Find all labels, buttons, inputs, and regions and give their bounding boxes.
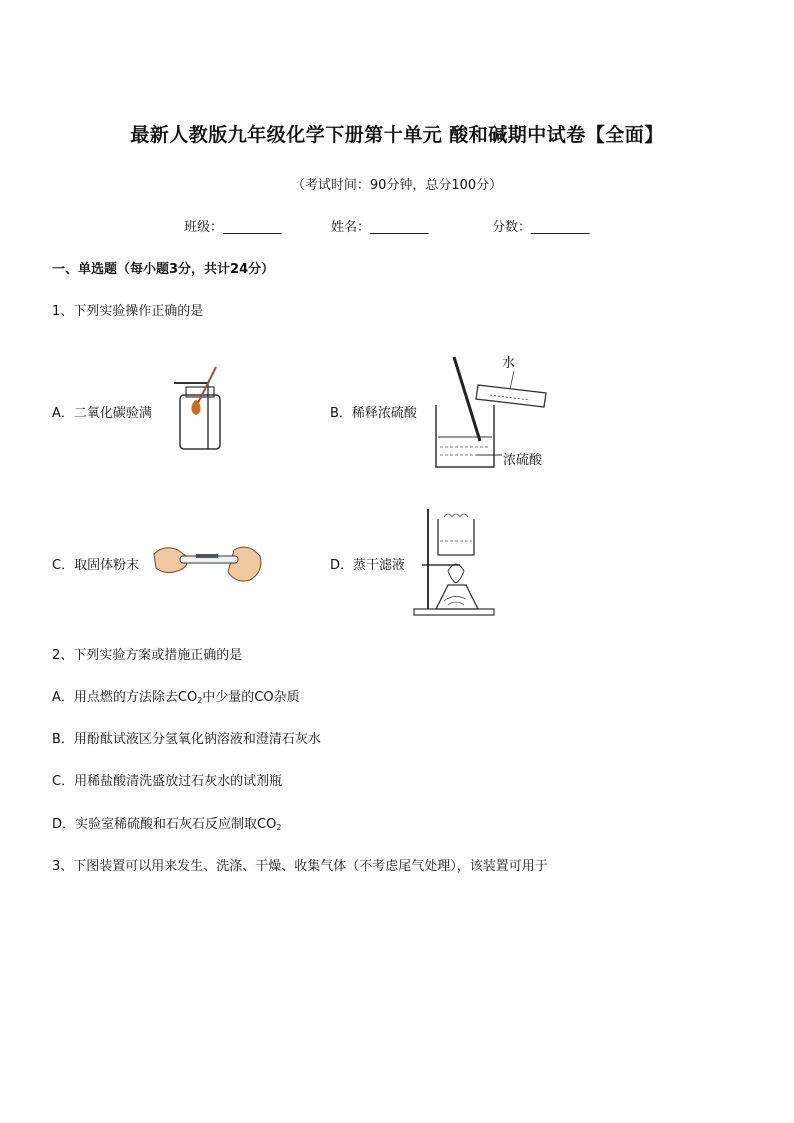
q2-option-d-text: D．实验室稀硫酸和石灰石反应制取CO <box>52 817 277 832</box>
evaporation-illustration <box>408 505 498 617</box>
exam-info: （考试时间：90分钟，总分100分） <box>291 178 503 193</box>
section-heading: 一、单选题（每小题3分，共计24分） <box>52 262 275 277</box>
q2-option-a-sub: 2 <box>197 696 203 705</box>
score-field: 分数：_________ <box>492 220 590 235</box>
q2-option-a <box>52 686 300 705</box>
q1-option-a: A．二氧化碳验满 <box>52 406 152 421</box>
q2-option-c: C．用稀盐酸清洗盛放过石灰水的试剂瓶 <box>52 774 283 789</box>
name-field: 姓名：_________ <box>331 220 429 235</box>
class-field: 班级：_________ <box>184 220 282 235</box>
co2-test-illustration <box>170 365 230 455</box>
q2-option-d-sub: 2 <box>276 823 282 832</box>
q2-option-b: B．用酚酞试液区分氢氧化钠溶液和澄清石灰水 <box>52 732 321 747</box>
q1-option-b: B．稀释浓硫酸 <box>330 406 417 421</box>
q2-option-a-text: A．用点燃的方法除去CO <box>52 690 198 705</box>
page-title: 最新人教版九年级化学下册第十单元 酸和碱期中试卷【全面】 <box>130 124 664 146</box>
question-3-stem: 3、下图装置可以用来发生、洗涤、干燥、收集气体（不考虑尾气处理），该装置可用于 <box>52 859 548 874</box>
question-2-stem: 2、下列实验方案或措施正确的是 <box>52 648 243 663</box>
q1-option-d: D．蒸干滤液 <box>330 558 406 573</box>
acid-label: 浓硫酸 <box>503 453 543 468</box>
powder-illustration <box>150 540 265 585</box>
q2-option-a-text-end: 中少量的CO杂质 <box>202 690 300 705</box>
q2-option-d <box>52 813 281 832</box>
water-label: 水 <box>502 356 516 371</box>
question-1-stem: 1、下列实验操作正确的是 <box>52 304 204 319</box>
q1-option-c: C．取固体粉末 <box>52 558 140 573</box>
